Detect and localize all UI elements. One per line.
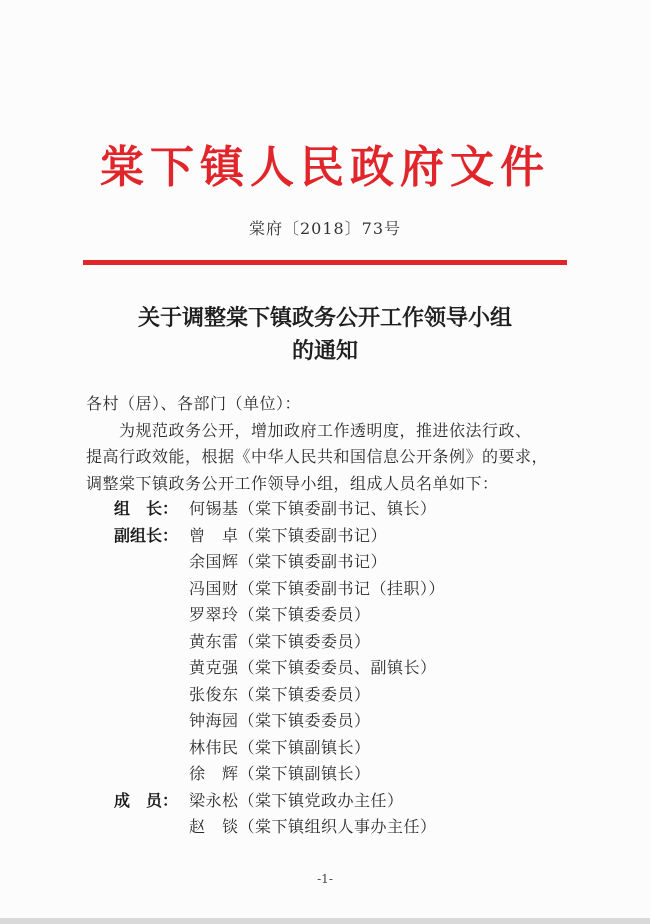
- roster-row: [86, 496, 566, 522]
- roster-row: [86, 708, 566, 734]
- roster-row: [86, 602, 566, 628]
- notice-title: [0, 302, 650, 368]
- body-paragraph-line-3: 调整棠下镇政务公开工作领导小组，组成人员名单如下：: [86, 473, 499, 493]
- roster-member: 余国辉（棠下镇委副书记）: [189, 552, 388, 571]
- roster-row: [86, 523, 566, 549]
- roster-member: 黄克强（棠下镇委委员、副镇长）: [189, 658, 437, 677]
- document-number: 棠府〔2018〕73号: [248, 219, 402, 238]
- roster-row: [86, 735, 566, 761]
- roster-member: 梁永松（棠下镇党政办主任）: [189, 790, 404, 810]
- roster-member: 罗翠玲（棠下镇委委员）: [189, 605, 371, 624]
- page-number: -1-: [317, 872, 333, 886]
- roster-role: 副组长：: [114, 525, 179, 545]
- roster-row: [86, 655, 566, 681]
- roster-member: 冯国财（棠下镇委副书记（挂职））: [189, 578, 446, 598]
- roster-member: 黄东雷（棠下镇委委员）: [189, 631, 371, 651]
- roster-row: [86, 549, 566, 575]
- body-paragraph-line-1: 为规范政务公开，增加政府工作透明度，推进依法行政、: [119, 420, 532, 440]
- roster-row: [86, 788, 566, 814]
- roster-row: [86, 761, 566, 787]
- roster-member: 钟海园（棠下镇委委员）: [189, 711, 371, 730]
- red-divider-line: [83, 260, 567, 265]
- roster-member: 赵 锬（棠下镇组织人事办主任）: [189, 817, 437, 836]
- roster-member: 林伟民（棠下镇副镇长）: [189, 737, 371, 757]
- body-paragraph-line-2: 提高行政效能，根据《中华人民共和国信息公开条例》的要求，: [86, 447, 549, 466]
- roster-row: [86, 682, 566, 708]
- roster-member: 徐 辉（棠下镇副镇长）: [189, 764, 371, 783]
- roster-row: [86, 814, 566, 840]
- notice-title-line-1: 关于调整棠下镇政务公开工作领导小组: [137, 305, 512, 331]
- roster-row: [86, 576, 566, 602]
- scan-edge: [0, 918, 650, 924]
- salutation: 各村（居）、各部门（单位）：: [86, 394, 302, 413]
- document-header-title: 棠下镇人民政府文件: [100, 142, 550, 193]
- roster-role: 组 长：: [114, 499, 179, 518]
- roster-member: 张俊东（棠下镇委委员）: [189, 684, 371, 704]
- roster-member: 曾 卓（棠下镇委副书记）: [189, 525, 388, 545]
- roster-row: [86, 629, 566, 655]
- roster-role: 成 员：: [114, 790, 179, 810]
- roster-member: 何锡基（棠下镇委副书记、镇长）: [189, 499, 437, 518]
- notice-title-line-2: 的通知: [291, 338, 358, 364]
